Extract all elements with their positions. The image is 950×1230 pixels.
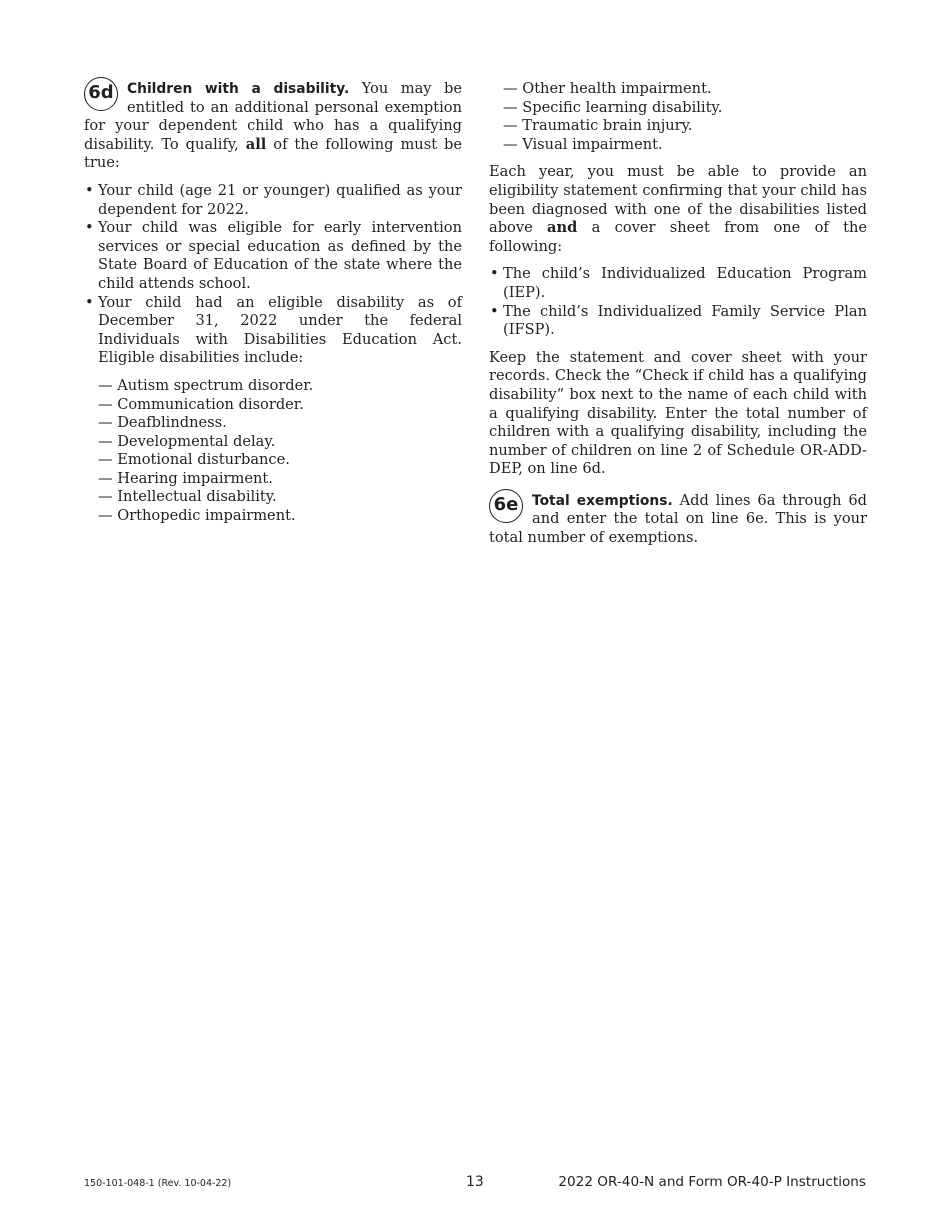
section-6d bbox=[84, 80, 462, 173]
qualification-item: • Your child was eligible for early intervention services or special education as defined by the State Board of Education of the state where the child attends school. bbox=[84, 219, 462, 293]
line-6d-badge: 6d bbox=[84, 77, 118, 111]
section-6d-bold-all: all bbox=[245, 135, 267, 153]
section-6d-text-1: You may be entitled to an additional personal exemption for your dependent child who has a qualifying disability. To qualify, bbox=[84, 80, 462, 153]
records-paragraph: Keep the statement and cover sheet with your records. Check the “Check if child has a qualifying disability“ box next to the name of each child with a qualifying disability. Enter the total number of children with a qualifying disability, including the number of children on line 2 of Schedule OR-ADD-DEP, on line 6d. bbox=[489, 348, 867, 478]
footer-title: 2022 OR-40-N and Form OR-40-P Instructions bbox=[558, 1174, 866, 1190]
disability-item: — Deafblindness. bbox=[98, 414, 227, 432]
cover-sheet-item: • The child’s Individualized Education Program (IEP). bbox=[489, 265, 867, 302]
line-6e-badge: 6e bbox=[489, 489, 523, 523]
cover-sheet-list bbox=[489, 265, 867, 339]
section-6e-text: Add lines 6a through 6d and enter the total on line 6e. This is your total number of exemptions. bbox=[489, 491, 867, 547]
section-6d-text-2: of the following must be true: bbox=[84, 135, 463, 172]
eligibility-text-1: Each year, you must be able to provide an eligibility statement confirming that your child has been diagnosed with one of the disabilities listed above bbox=[489, 163, 867, 237]
disability-item: — Orthopedic impairment. bbox=[98, 507, 296, 525]
section-6e-heading: Total exemptions. bbox=[532, 492, 673, 509]
disability-item: — Specific learning disability. bbox=[503, 98, 723, 116]
section-6d-heading: Children with a disability. bbox=[127, 81, 350, 97]
disability-item: — Visual impairment. bbox=[503, 135, 663, 153]
disability-item: — Developmental delay. bbox=[98, 432, 276, 450]
disability-item: — Hearing impairment. bbox=[98, 469, 273, 487]
cover-sheet-item: • The child’s Individualized Family Service Plan (IFSP). bbox=[489, 303, 867, 340]
disability-item: — Autism spectrum disorder. bbox=[98, 376, 314, 394]
disability-item: — Emotional disturbance. bbox=[98, 451, 290, 469]
disability-item: — Communication disorder. bbox=[98, 395, 304, 413]
disability-item: — Other health impairment. bbox=[503, 80, 712, 97]
section-6e bbox=[489, 492, 867, 548]
eligibility-text-2: a cover sheet from one of the following: bbox=[489, 219, 867, 255]
eligibility-statement-paragraph bbox=[489, 163, 867, 256]
qualification-item: • Your child (age 21 or younger) qualified as your dependent for 2022. bbox=[84, 182, 462, 219]
eligibility-bold-and: and bbox=[547, 219, 578, 237]
disability-list bbox=[98, 377, 462, 526]
qualification-item: • Your child had an eligible disability as of December 31, 2022 under the federal Individuals with Disabilities Education Act. Eligible disabilities include: bbox=[84, 294, 462, 368]
disability-item: — Traumatic brain injury. bbox=[503, 117, 693, 135]
disability-item: — Intellectual disability. bbox=[98, 488, 277, 506]
left-column bbox=[84, 80, 462, 526]
page-number: 13 bbox=[466, 1174, 484, 1190]
disability-list-continued bbox=[503, 80, 867, 154]
form-number: 150-101-048-1 (Rev. 10-04-22) bbox=[84, 1178, 232, 1189]
right-column bbox=[489, 80, 867, 548]
qualification-list bbox=[84, 182, 462, 368]
